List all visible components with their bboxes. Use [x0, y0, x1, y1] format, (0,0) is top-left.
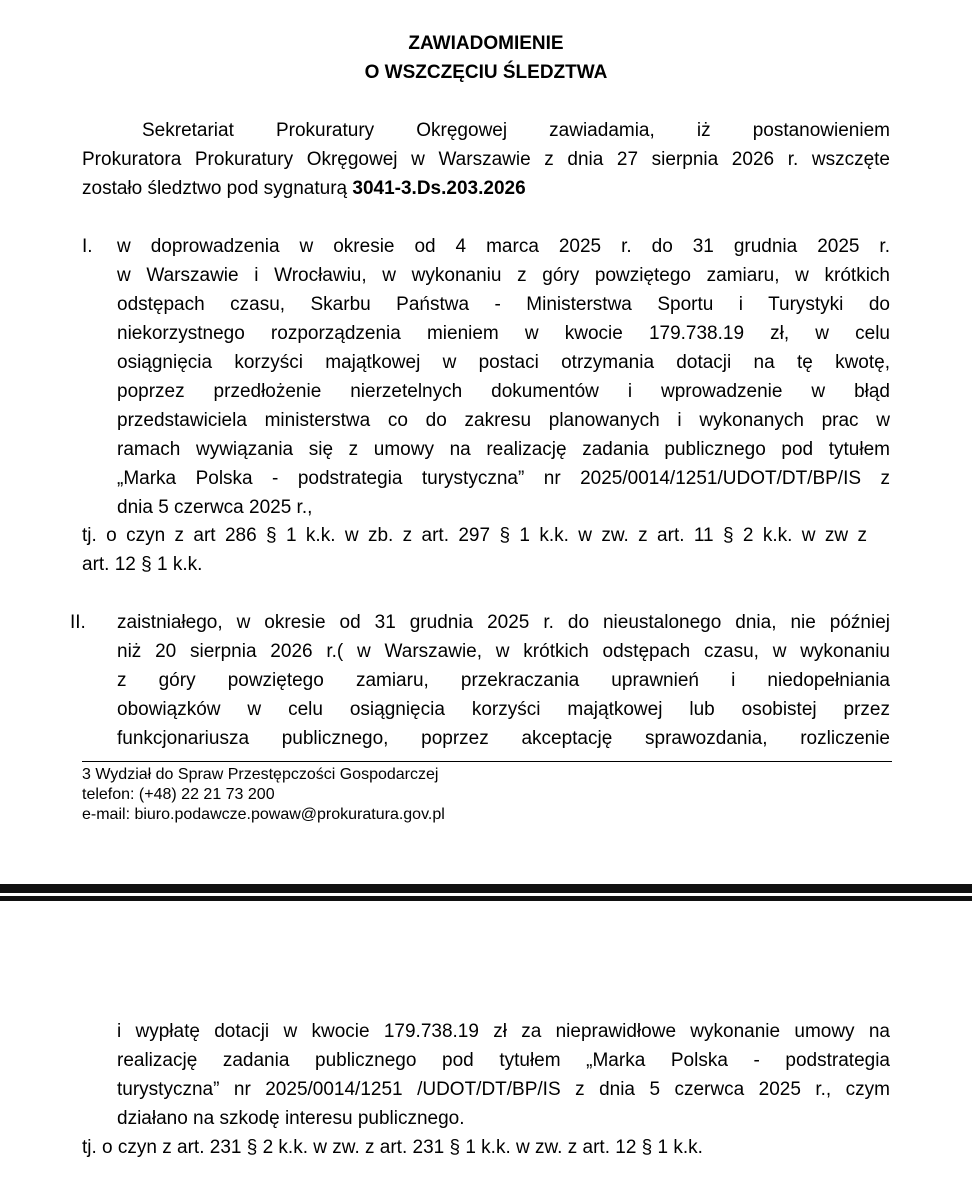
charge-2-cont-line-3: turystyczna” nr 2025/0014/1251 /UDOT/DT/BP/IS z dnia 5 czerwca 2025 r., czym — [117, 1079, 890, 1100]
charge-1-line-1: w doprowadzenia w okresie od 4 marca 2025 r. do 31 grudnia 2025 r. — [117, 236, 890, 257]
charge-1-numeral: I. — [82, 236, 93, 257]
charge-1-line-8: ramach wywiązania się z umowy na realizację zadania publicznego pod tytułem — [117, 439, 890, 460]
footer-department: 3 Wydział do Spraw Przestępczości Gospodarczej — [82, 766, 439, 783]
charge-2-line-1: zaistniałego, w okresie od 31 grudnia 2025 r. do nieustalonego dnia, nie później — [117, 612, 890, 633]
charge-2-line-5: funkcjonariusza publicznego, poprzez akceptację sprawozdania, rozliczenie — [117, 728, 890, 749]
charge-2-legal-basis: tj. o czyn z art. 231 § 2 k.k. w zw. z art. 231 § 1 k.k. w zw. z art. 12 § 1 k.k. — [82, 1137, 703, 1158]
charge-1-line-7: przedstawiciela ministerstwa co do zakresu planowanych i wykonanych prac w — [117, 410, 890, 431]
charge-1-line-10: dnia 5 czerwca 2025 r., — [117, 497, 313, 518]
intro-line-3 — [82, 174, 526, 203]
footer-phone: telefon: (+48) 22 21 73 200 — [82, 786, 275, 803]
footer-email: e-mail: biuro.podawcze.powaw@prokuratura.gov.pl — [82, 806, 445, 823]
intro-line-3-text: zostało śledztwo pod sygnaturą — [82, 178, 353, 199]
charge-1-line-5: osiągnięcia korzyści majątkowej w postaci otrzymania dotacji na tę kwotę, — [117, 352, 890, 373]
page-separator-gap — [0, 893, 972, 896]
charge-2-line-3: z góry powziętego zamiaru, przekraczania uprawnień i niedopełniania — [117, 670, 890, 691]
charge-1-legal-basis-line-2: art. 12 § 1 k.k. — [82, 554, 203, 575]
charge-2-line-4: obowiązków w celu osiągnięcia korzyści majątkowej lub osobistej przez — [117, 699, 890, 720]
intro-line-1: Sekretariat Prokuratury Okręgowej zawiadamia, iż postanowieniem — [142, 120, 890, 141]
document-title-line1: ZAWIADOMIENIE — [408, 33, 564, 54]
charge-1-line-2: w Warszawie i Wrocławiu, w wykonaniu z góry powziętego zamiaru, w krótkich — [117, 265, 890, 286]
charge-2-cont-line-1: i wypłatę dotacji w kwocie 179.738.19 zł za nieprawidłowe wykonanie umowy na — [117, 1021, 890, 1042]
document-title-line2: O WSZCZĘCIU ŚLEDZTWA — [364, 62, 608, 83]
charge-2-line-2: niż 20 sierpnia 2026 r.( w Warszawie, w krótkich odstępach czasu, w wykonaniu — [117, 641, 890, 662]
case-signature: 3041-3.Ds.203.2026 — [352, 178, 526, 199]
charge-2-cont-line-2: realizację zadania publicznego pod tytułem „Marka Polska - podstrategia — [117, 1050, 890, 1071]
charge-2-numeral: II. — [70, 612, 86, 633]
charge-1-line-4: niekorzystnego rozporządzenia mieniem w kwocie 179.738.19 zł, w celu — [117, 323, 890, 344]
charge-1-line-9: „Marka Polska - podstrategia turystyczna” nr 2025/0014/1251/UDOT/DT/BP/IS z — [117, 468, 890, 489]
charge-1-legal-basis-line-1: tj. o czyn z art 286 § 1 k.k. w zb. z art. 297 § 1 k.k. w zw. z art. 11 § 2 k.k. w zw z — [82, 525, 867, 546]
intro-line-2: Prokuratora Prokuratury Okręgowej w Warszawie z dnia 27 sierpnia 2026 r. wszczęte — [82, 149, 890, 170]
charge-1-line-3: odstępach czasu, Skarbu Państwa - Ministerstwa Sportu i Turystyki do — [117, 294, 890, 315]
footer-divider — [82, 761, 892, 762]
charge-2-cont-line-4: działano na szkodę interesu publicznego. — [117, 1108, 465, 1129]
charge-1-line-6: poprzez przedłożenie nierzetelnych dokumentów i wprowadzenie w błąd — [117, 381, 890, 402]
